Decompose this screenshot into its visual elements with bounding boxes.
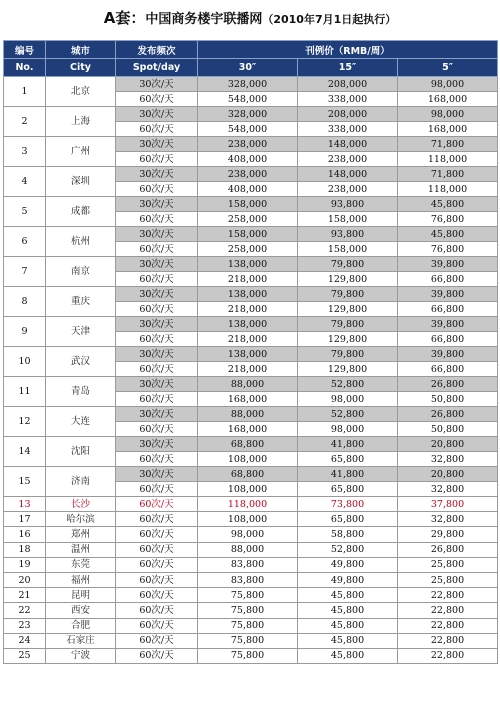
row-number: 20 [4,572,46,587]
price-15s: 129,800 [298,302,398,317]
table-row [4,227,498,242]
row-frequency: 30次/天 [116,257,198,272]
row-city: 济南 [46,467,116,497]
price-30s: 168,000 [198,422,298,437]
row-city: 沈阳 [46,437,116,467]
price-15s: 41,800 [298,467,398,482]
row-city: 温州 [46,542,116,557]
table-row [4,648,498,663]
row-number: 7 [4,257,46,287]
table-row [4,618,498,633]
price-5s: 32,800 [398,452,498,467]
table-row [4,603,498,618]
row-frequency: 60次/天 [116,527,198,542]
price-5s: 32,800 [398,482,498,497]
price-5s: 39,800 [398,347,498,362]
price-15s: 338,000 [298,122,398,137]
row-frequency: 60次/天 [116,512,198,527]
row-frequency: 30次/天 [116,437,198,452]
table-row [4,407,498,422]
price-30s: 158,000 [198,227,298,242]
price-15s: 49,800 [298,572,398,587]
price-5s: 26,800 [398,377,498,392]
price-30s: 75,800 [198,648,298,663]
price-30s: 548,000 [198,92,298,107]
row-city: 长沙 [46,497,116,512]
row-frequency: 60次/天 [116,392,198,407]
row-frequency: 60次/天 [116,92,198,107]
table-row [4,512,498,527]
header-no-en: No. [4,59,46,77]
row-number: 2 [4,107,46,137]
price-30s: 238,000 [198,167,298,182]
price-15s: 98,000 [298,392,398,407]
price-15s: 338,000 [298,92,398,107]
price-15s: 79,800 [298,317,398,332]
price-15s: 52,800 [298,407,398,422]
row-frequency: 60次/天 [116,302,198,317]
price-5s: 29,800 [398,527,498,542]
title-prefix: A套： [103,9,146,27]
row-city: 北京 [46,77,116,107]
price-30s: 88,000 [198,377,298,392]
rate-card-table [3,40,498,664]
table-row [4,633,498,648]
price-30s: 75,800 [198,618,298,633]
header-freq-cn: 发布频次 [116,41,198,59]
row-number: 8 [4,287,46,317]
price-5s: 50,800 [398,422,498,437]
header-15s: 15″ [298,59,398,77]
row-frequency: 60次/天 [116,362,198,377]
price-15s: 129,800 [298,272,398,287]
price-15s: 52,800 [298,542,398,557]
table-row [4,572,498,587]
row-number: 21 [4,588,46,603]
price-5s: 50,800 [398,392,498,407]
title-sub: （2010年7月1日起执行） [262,13,397,26]
row-city: 合肥 [46,618,116,633]
price-30s: 68,800 [198,437,298,452]
row-number: 13 [4,497,46,512]
row-city: 深圳 [46,167,116,197]
table-row [4,107,498,122]
price-30s: 118,000 [198,497,298,512]
price-15s: 45,800 [298,648,398,663]
row-frequency: 30次/天 [116,347,198,362]
row-number: 4 [4,167,46,197]
price-30s: 408,000 [198,182,298,197]
price-15s: 45,800 [298,618,398,633]
price-15s: 73,800 [298,497,398,512]
price-30s: 328,000 [198,77,298,92]
price-30s: 75,800 [198,633,298,648]
price-5s: 66,800 [398,272,498,287]
table-row [4,527,498,542]
price-30s: 138,000 [198,257,298,272]
row-city: 宁波 [46,648,116,663]
row-frequency: 60次/天 [116,588,198,603]
price-30s: 168,000 [198,392,298,407]
row-frequency: 60次/天 [116,633,198,648]
row-frequency: 60次/天 [116,152,198,167]
row-frequency: 60次/天 [116,542,198,557]
table-row [4,257,498,272]
table-row [4,317,498,332]
price-5s: 22,800 [398,603,498,618]
row-city: 福州 [46,572,116,587]
price-5s: 98,000 [398,77,498,92]
price-15s: 65,800 [298,512,398,527]
row-city: 郑州 [46,527,116,542]
row-city: 哈尔滨 [46,512,116,527]
row-number: 12 [4,407,46,437]
price-15s: 238,000 [298,152,398,167]
row-number: 3 [4,137,46,167]
row-frequency: 60次/天 [116,648,198,663]
price-5s: 26,800 [398,542,498,557]
header-price: 刊例价（RMB/周） [198,41,498,59]
price-30s: 138,000 [198,317,298,332]
title-main: 中国商务楼宇联播网 [145,12,263,27]
price-30s: 328,000 [198,107,298,122]
price-15s: 41,800 [298,437,398,452]
price-30s: 218,000 [198,272,298,287]
price-5s: 71,800 [398,137,498,152]
row-number: 1 [4,77,46,107]
price-5s: 20,800 [398,437,498,452]
price-15s: 45,800 [298,588,398,603]
price-5s: 118,000 [398,182,498,197]
row-frequency: 30次/天 [116,407,198,422]
price-15s: 52,800 [298,377,398,392]
price-15s: 79,800 [298,347,398,362]
table-row [4,197,498,212]
price-15s: 208,000 [298,77,398,92]
row-frequency: 60次/天 [116,242,198,257]
price-30s: 88,000 [198,542,298,557]
price-5s: 76,800 [398,212,498,227]
row-number: 23 [4,618,46,633]
row-city: 武汉 [46,347,116,377]
header-city-cn: 城市 [46,41,116,59]
table-body [4,77,498,664]
price-30s: 218,000 [198,302,298,317]
price-5s: 22,800 [398,633,498,648]
price-15s: 79,800 [298,287,398,302]
price-5s: 168,000 [398,122,498,137]
price-15s: 45,800 [298,603,398,618]
table-row [4,467,498,482]
price-30s: 408,000 [198,152,298,167]
row-number: 9 [4,317,46,347]
price-15s: 58,800 [298,527,398,542]
price-30s: 218,000 [198,362,298,377]
row-frequency: 30次/天 [116,287,198,302]
row-number: 6 [4,227,46,257]
page-title [0,0,500,40]
price-15s: 129,800 [298,362,398,377]
row-city: 天津 [46,317,116,347]
price-30s: 138,000 [198,287,298,302]
price-5s: 25,800 [398,557,498,572]
table-row [4,497,498,512]
price-15s: 45,800 [298,633,398,648]
row-frequency: 60次/天 [116,332,198,347]
price-30s: 83,800 [198,572,298,587]
row-frequency: 60次/天 [116,182,198,197]
row-frequency: 30次/天 [116,317,198,332]
price-15s: 129,800 [298,332,398,347]
header-5s: 5″ [398,59,498,77]
price-15s: 238,000 [298,182,398,197]
price-30s: 83,800 [198,557,298,572]
table-row [4,347,498,362]
price-30s: 138,000 [198,347,298,362]
price-5s: 25,800 [398,572,498,587]
table-row [4,588,498,603]
table-row [4,542,498,557]
header-city-en: City [46,59,116,77]
price-15s: 158,000 [298,242,398,257]
price-15s: 158,000 [298,212,398,227]
row-number: 15 [4,467,46,497]
table-row [4,167,498,182]
row-city: 西安 [46,603,116,618]
row-city: 杭州 [46,227,116,257]
row-city: 南京 [46,257,116,287]
price-5s: 22,800 [398,588,498,603]
table-row [4,287,498,302]
price-30s: 75,800 [198,603,298,618]
price-5s: 39,800 [398,317,498,332]
price-5s: 45,800 [398,227,498,242]
price-30s: 158,000 [198,197,298,212]
price-5s: 22,800 [398,648,498,663]
row-city: 广州 [46,137,116,167]
price-30s: 75,800 [198,588,298,603]
row-frequency: 30次/天 [116,77,198,92]
row-number: 25 [4,648,46,663]
table-row [4,557,498,572]
table-row [4,377,498,392]
price-5s: 66,800 [398,302,498,317]
price-5s: 39,800 [398,287,498,302]
price-30s: 98,000 [198,527,298,542]
table-row [4,437,498,452]
row-frequency: 60次/天 [116,557,198,572]
price-5s: 22,800 [398,618,498,633]
price-30s: 548,000 [198,122,298,137]
row-number: 24 [4,633,46,648]
price-15s: 93,800 [298,197,398,212]
price-5s: 26,800 [398,407,498,422]
row-frequency: 30次/天 [116,377,198,392]
row-number: 14 [4,437,46,467]
table-row [4,137,498,152]
price-30s: 108,000 [198,452,298,467]
row-number: 11 [4,377,46,407]
row-frequency: 60次/天 [116,422,198,437]
row-number: 19 [4,557,46,572]
price-15s: 65,800 [298,482,398,497]
row-city: 石家庄 [46,633,116,648]
row-number: 17 [4,512,46,527]
price-5s: 32,800 [398,512,498,527]
price-30s: 218,000 [198,332,298,347]
price-15s: 79,800 [298,257,398,272]
row-frequency: 60次/天 [116,618,198,633]
price-15s: 65,800 [298,452,398,467]
price-15s: 98,000 [298,422,398,437]
row-number: 22 [4,603,46,618]
price-5s: 76,800 [398,242,498,257]
row-frequency: 60次/天 [116,452,198,467]
row-city: 重庆 [46,287,116,317]
price-5s: 66,800 [398,332,498,347]
row-number: 10 [4,347,46,377]
row-city: 东莞 [46,557,116,572]
price-15s: 49,800 [298,557,398,572]
price-30s: 238,000 [198,137,298,152]
row-frequency: 60次/天 [116,122,198,137]
row-frequency: 60次/天 [116,603,198,618]
row-frequency: 60次/天 [116,497,198,512]
row-city: 青岛 [46,377,116,407]
header-freq-en: Spot/day [116,59,198,77]
price-30s: 258,000 [198,212,298,227]
row-frequency: 30次/天 [116,467,198,482]
row-frequency: 30次/天 [116,197,198,212]
price-5s: 45,800 [398,197,498,212]
price-30s: 68,800 [198,467,298,482]
row-city: 成都 [46,197,116,227]
price-5s: 118,000 [398,152,498,167]
row-frequency: 30次/天 [116,227,198,242]
price-15s: 148,000 [298,137,398,152]
price-5s: 39,800 [398,257,498,272]
price-30s: 258,000 [198,242,298,257]
price-30s: 108,000 [198,512,298,527]
header-no-cn: 编号 [4,41,46,59]
row-frequency: 60次/天 [116,572,198,587]
header-30s: 30″ [198,59,298,77]
price-5s: 71,800 [398,167,498,182]
price-30s: 88,000 [198,407,298,422]
row-city: 昆明 [46,588,116,603]
row-frequency: 30次/天 [116,107,198,122]
price-5s: 98,000 [398,107,498,122]
row-number: 18 [4,542,46,557]
row-frequency: 60次/天 [116,482,198,497]
row-city: 大连 [46,407,116,437]
row-frequency: 30次/天 [116,137,198,152]
row-frequency: 60次/天 [116,272,198,287]
price-15s: 148,000 [298,167,398,182]
price-30s: 108,000 [198,482,298,497]
table-row [4,77,498,92]
price-15s: 208,000 [298,107,398,122]
row-frequency: 30次/天 [116,167,198,182]
price-5s: 37,800 [398,497,498,512]
row-number: 16 [4,527,46,542]
price-15s: 93,800 [298,227,398,242]
price-5s: 66,800 [398,362,498,377]
row-frequency: 60次/天 [116,212,198,227]
row-city: 上海 [46,107,116,137]
row-number: 5 [4,197,46,227]
price-5s: 20,800 [398,467,498,482]
price-5s: 168,000 [398,92,498,107]
